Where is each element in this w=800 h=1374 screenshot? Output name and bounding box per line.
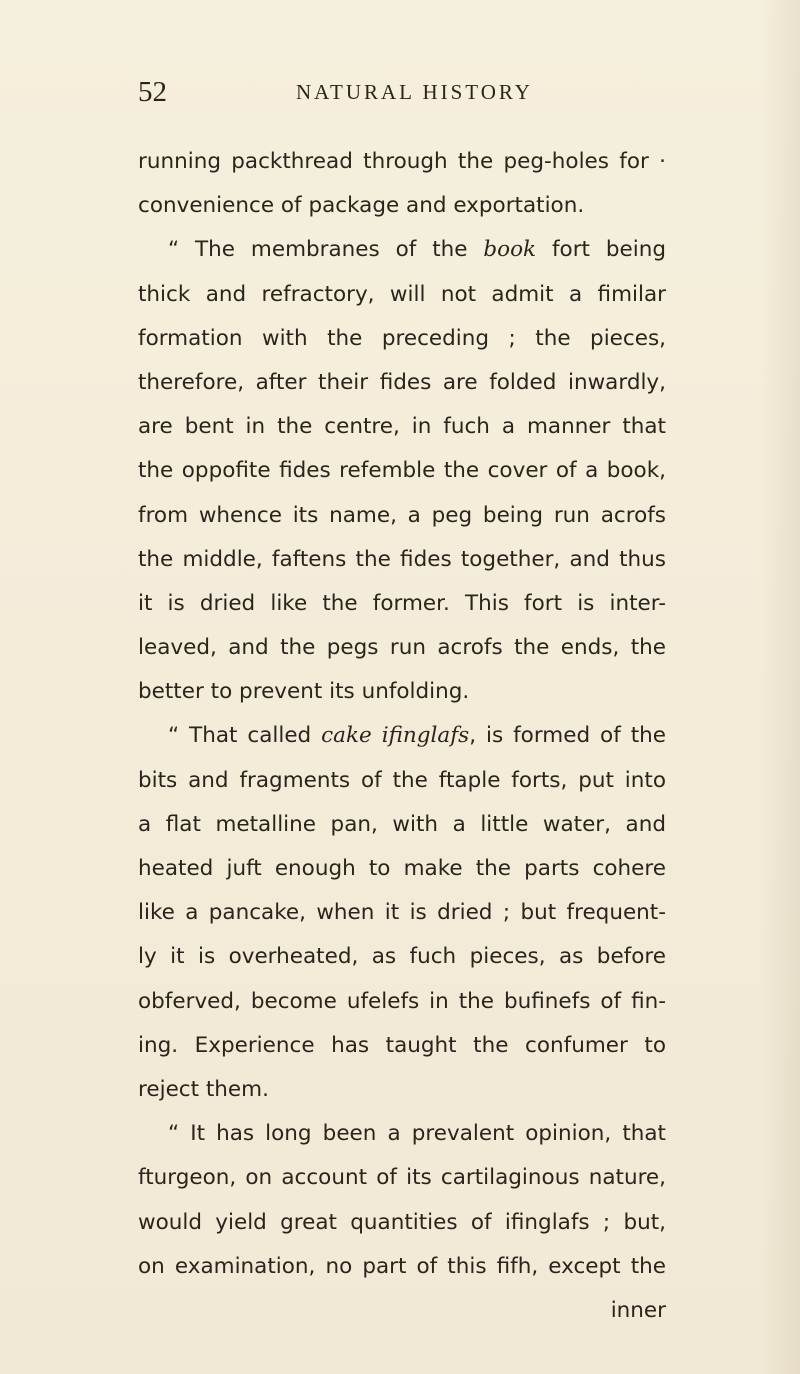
text-line: a flat metalline pan, with a little water, and [138, 811, 666, 837]
text-line: “ That called cake ifinglafs, is formed of the [168, 723, 666, 749]
text-line: reject them. [138, 1076, 269, 1102]
italic-term: book [483, 237, 537, 263]
text-line: like a pancake, when it is dried ; but frequent- [138, 900, 666, 926]
text-line: obferved, become ufelefs in the bufinefs of fin- [138, 988, 666, 1014]
text-line: therefore, after their fides are folded inwardly, [138, 369, 666, 395]
text-line: heated juft enough to make the parts cohere [138, 856, 666, 881]
text-line: it is dried like the former. This fort is inter- [138, 590, 666, 616]
text-line: ly it is overheated, as fuch pieces, as before [138, 944, 666, 970]
page-number: 52 [138, 76, 167, 108]
body-text [138, 140, 666, 1333]
text-line: “ It has long been a prevalent opinion, that [168, 1121, 666, 1147]
text-line: convenience of package and exportation. [138, 193, 585, 219]
text-line: on examination, no part of this fifh, except the [138, 1253, 666, 1279]
catchword: inner [610, 1297, 666, 1323]
page-header [138, 76, 658, 116]
text-line: better to prevent its unfolding. [138, 679, 470, 705]
text-line: fturgeon, on account of its cartilaginous nature, [138, 1165, 666, 1191]
text-line: bits and fragments of the ftaple forts, put into [138, 767, 666, 793]
text-line: from whence its name, a peg being run acrofs [138, 502, 666, 528]
text-line: the middle, faftens the fides together, and thus [138, 546, 666, 572]
text-line: formation with the preceding ; the pieces, [138, 325, 666, 351]
text-line: would yield great quantities of ifinglafs ; but, [138, 1209, 666, 1235]
text-line: running packthread through the peg-holes for · [138, 149, 666, 174]
text-line: ing. Experience has taught the confumer to [138, 1032, 666, 1058]
running-head: NATURAL HISTORY [296, 80, 533, 104]
text-line: the oppofite fides refemble the cover of a book, [138, 458, 666, 484]
text-line: are bent in the centre, in fuch a manner that [138, 414, 666, 440]
italic-term: cake ifinglafs [321, 723, 470, 749]
text-line: leaved, and the pegs run acrofs the ends, the [138, 635, 666, 661]
text-line: thick and refractory, will not admit a fimilar [138, 281, 666, 307]
text-line: “ The membranes of the book fort being [168, 237, 666, 263]
